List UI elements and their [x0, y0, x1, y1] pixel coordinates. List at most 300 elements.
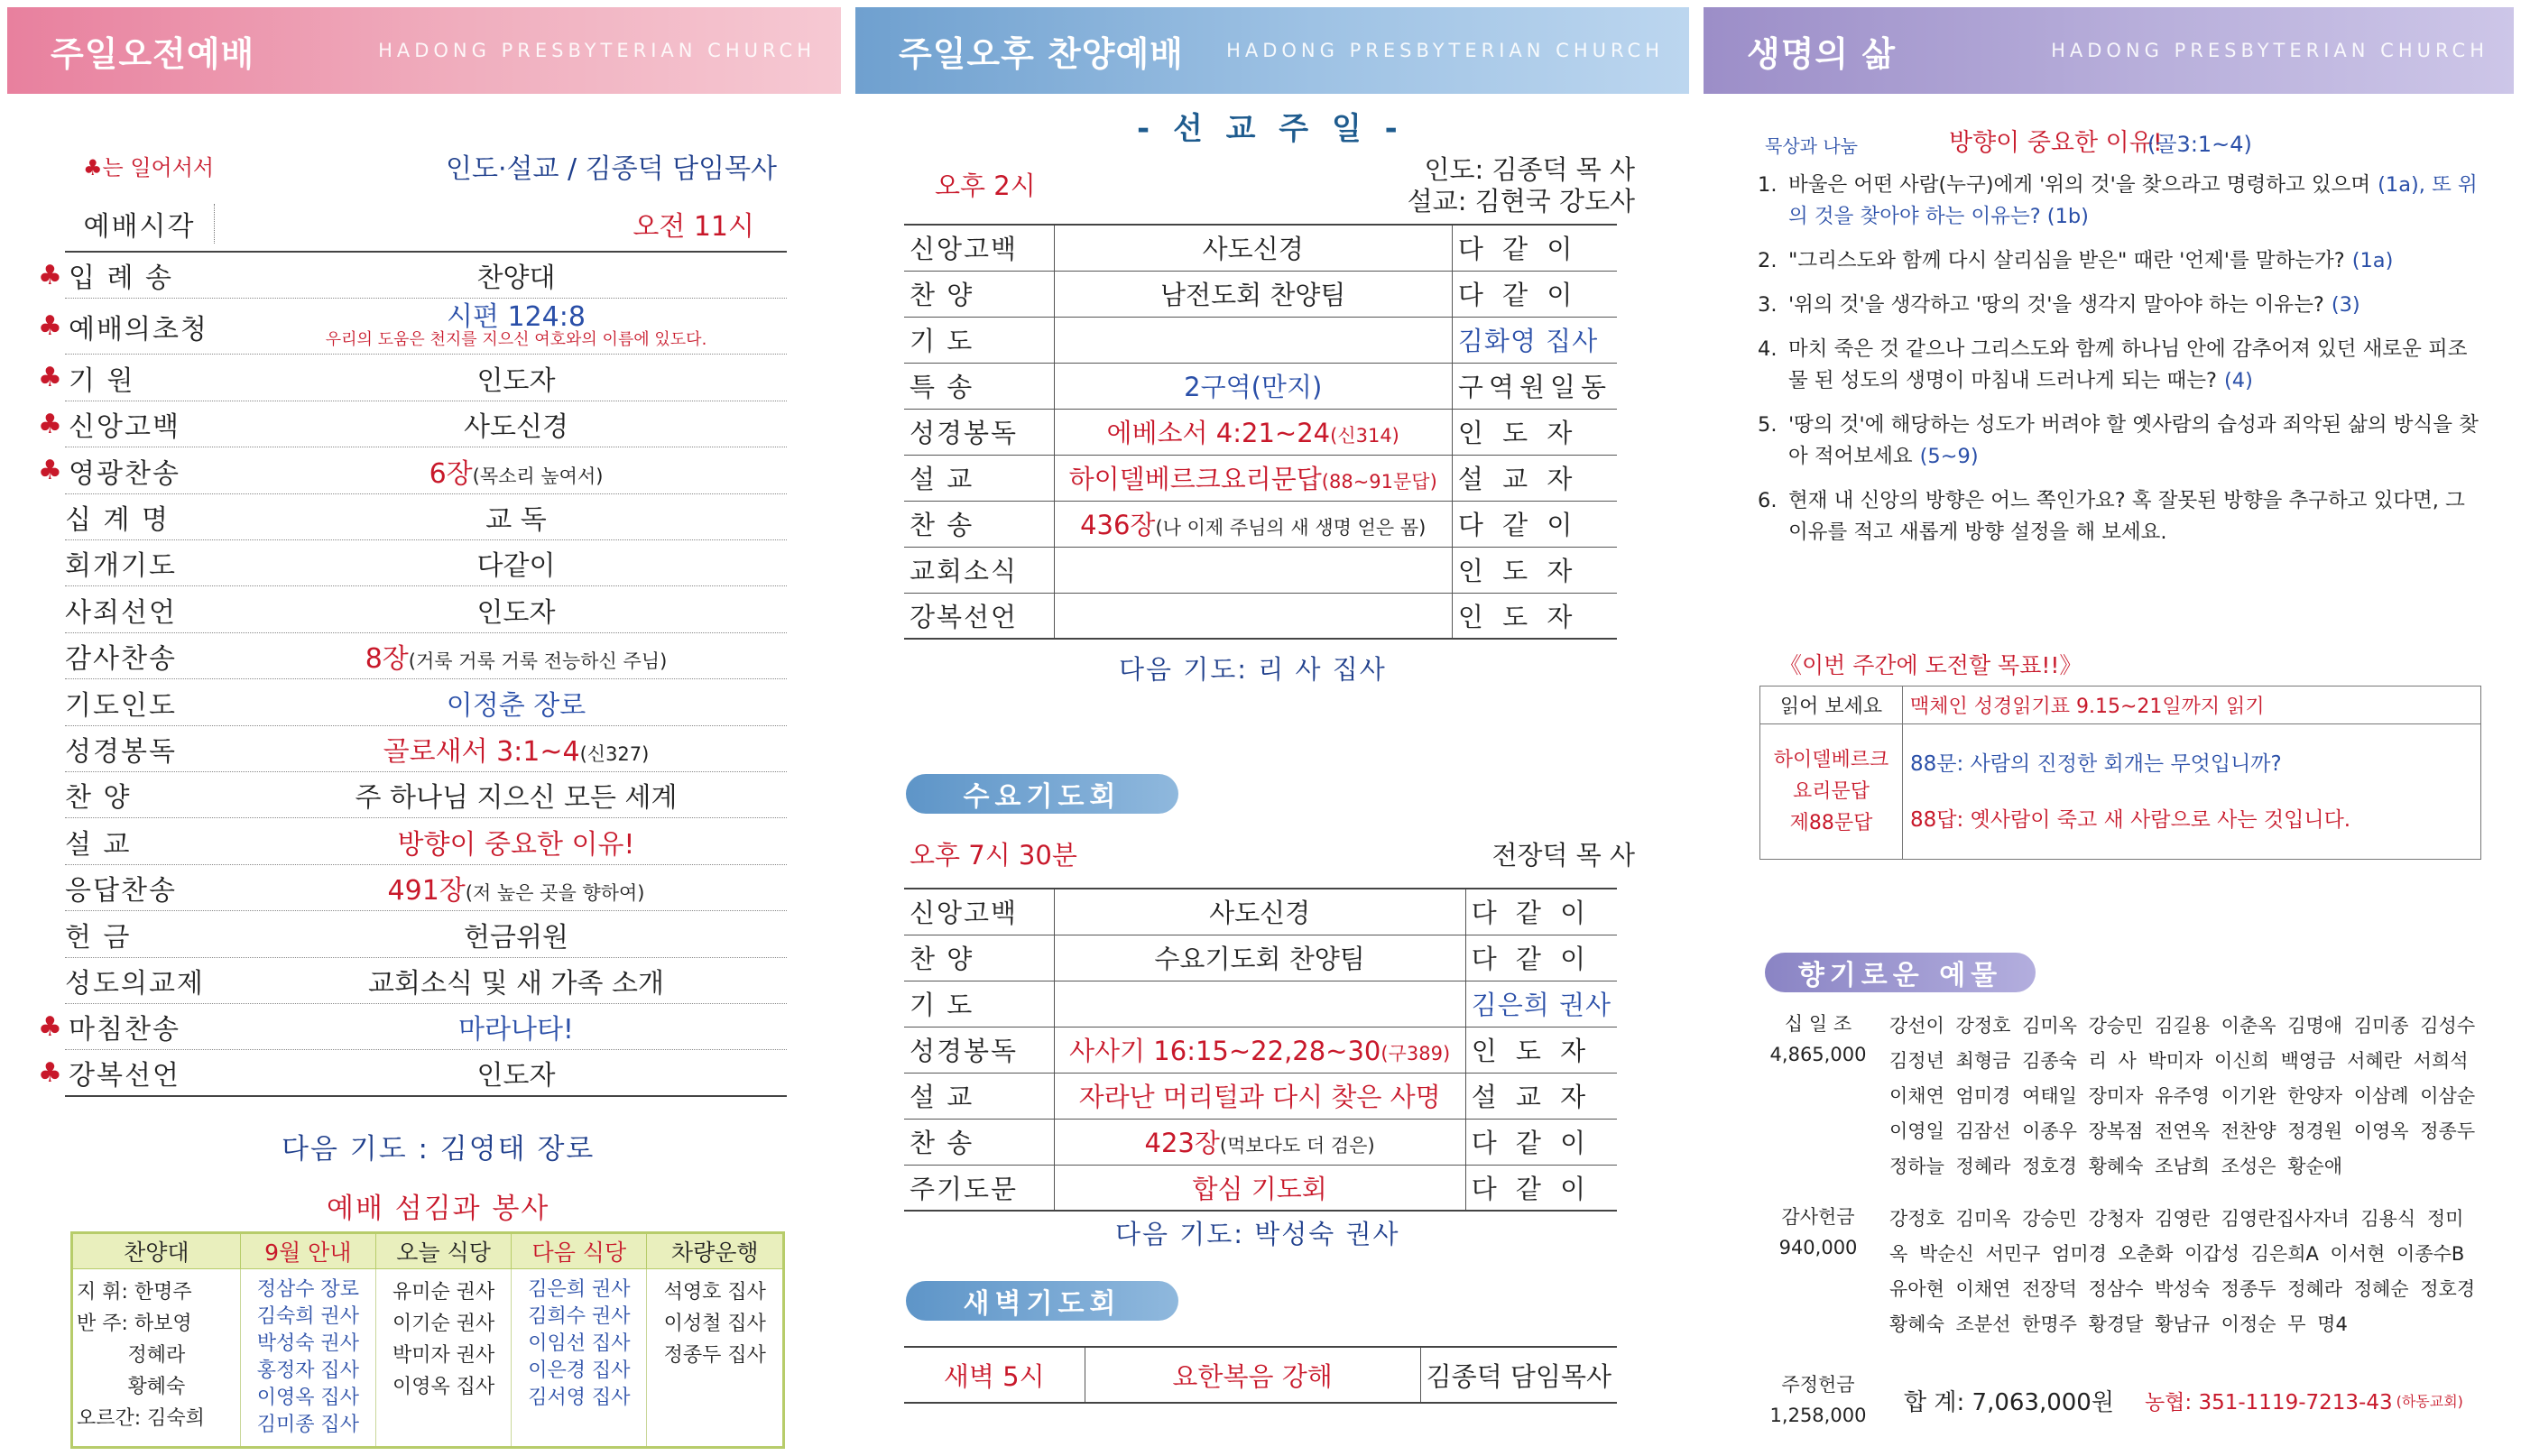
service-name: 오르간: 김숙희 — [77, 1407, 205, 1430]
order-person: 인 도 자 — [1452, 409, 1617, 455]
question-number: 2. — [1758, 249, 1778, 272]
order-label: 헌 금 — [65, 921, 132, 954]
next-prayer: 다음 기도 : 김영태 장로 — [282, 1133, 596, 1166]
morning-service-panel — [0, 0, 848, 1456]
order-person: 다 같 이 — [1465, 1165, 1617, 1211]
order-note: (88~91문답) — [1321, 471, 1437, 493]
tithe-label: 십 일 조 — [1784, 1013, 1852, 1035]
order-value-text: 에베소서 4:21~24 — [1106, 418, 1331, 448]
service-name: 유미순 권사 — [392, 1281, 495, 1304]
order-label: 신앙고백 — [904, 889, 1054, 935]
stand-note: ♣는 일어서서 — [83, 155, 215, 180]
catechism-label-line1: 하이델베르크 — [1773, 749, 1889, 771]
meditation-question — [1758, 485, 2479, 548]
afternoon-service-header — [855, 7, 1689, 94]
meditation-question — [1758, 245, 2479, 277]
service-name: 이성철 집사 — [663, 1313, 766, 1335]
order-person: 인 도 자 — [1452, 547, 1617, 593]
order-person: 다 같 이 — [1465, 935, 1617, 981]
order-row — [904, 501, 1617, 547]
bank-account: 농협: 351-1119-7213-43 — [2144, 1390, 2393, 1415]
meditation-question — [1758, 334, 2479, 397]
dawn-time: 새벽 5시 — [904, 1347, 1085, 1403]
question-ref: (4) — [2223, 369, 2253, 392]
order-label-cell — [65, 822, 245, 862]
catechism-label — [1760, 724, 1903, 860]
service-time-row — [65, 197, 787, 253]
service-time-label: 예배시각 — [65, 204, 215, 244]
order-value-cell — [245, 683, 787, 723]
order-value: 교회소식 및 새 가족 소개 — [368, 968, 664, 1000]
question-number: 4. — [1758, 337, 1778, 361]
order-person: 구역원일동 — [1452, 363, 1617, 409]
service-header: 차량운행 — [647, 1233, 784, 1269]
order-value-cell — [245, 822, 787, 862]
service-column — [240, 1269, 375, 1448]
order-label-cell — [65, 961, 245, 1000]
offering-total: 합 계: 7,063,000원 — [1904, 1388, 2114, 1416]
service-header: 다음 식당 — [512, 1233, 647, 1269]
order-value — [1054, 225, 1452, 271]
club-icon: ♣ — [38, 362, 64, 394]
order-label: 찬 양 — [65, 782, 132, 815]
catechism-label-line2: 요리문답 — [1792, 780, 1870, 803]
order-value-cell — [245, 358, 787, 398]
thanks-label: 감사헌금 — [1781, 1206, 1855, 1228]
order-label: 회개기도 — [65, 550, 177, 583]
order-value — [1054, 1119, 1465, 1165]
order-person: 설 교 자 — [1452, 455, 1617, 501]
order-value-text: 사도신경 — [1202, 234, 1304, 265]
order-value — [1054, 363, 1452, 409]
question-ref: (5~9) — [1919, 445, 1979, 468]
bank-note: (하동교회) — [2396, 1392, 2463, 1410]
service-header: 오늘 식당 — [375, 1233, 511, 1269]
order-row — [38, 1004, 787, 1050]
order-value — [1054, 317, 1452, 363]
order-label: 성경봉독 — [65, 736, 177, 768]
order-value-cell — [245, 1053, 787, 1092]
order-label-cell — [65, 497, 245, 537]
thanks-section — [1759, 1202, 2481, 1342]
service-name: 황혜숙 — [127, 1376, 186, 1398]
service-column — [72, 1269, 241, 1448]
order-label: 응답찬송 — [65, 875, 177, 908]
afternoon-service-panel — [848, 0, 1696, 1456]
tithe-names: 강선이 강정호 김미옥 강승민 김길용 이춘옥 김명애 김미종 김성수 김정년 최형금 김종숙 리 사 박미자 이신희 백영금 서혜란 서희석 이채연 엄미경 여태일 장미자 유주영 이기완 한양자 이삼례 이삼순 이영일 김잠선 이종우 장복점 전연옥 전찬양 정경원 이영옥 정종두 정하늘 정혜라 정호경 황혜숙 조남희 조성은 황순애 — [1889, 1015, 2476, 1177]
service-name: 이기순 권사 — [392, 1313, 495, 1335]
catechism-question: 88문: 사람의 진정한 회개는 무엇입니까? — [1910, 751, 2282, 776]
order-label-cell — [38, 1007, 245, 1046]
service-column — [512, 1269, 647, 1448]
meditation-title: 방향이 중요한 이유! — [1949, 129, 2163, 157]
dawn-prayer-table — [904, 1346, 1617, 1404]
order-value: 마라나타! — [458, 1014, 574, 1046]
order-value: 찬양대 — [476, 263, 556, 294]
service-name: 이은경 집사 — [528, 1359, 631, 1382]
order-label: 설 교 — [65, 828, 132, 861]
order-value: 491장 — [387, 875, 466, 908]
order-value-cell — [245, 543, 787, 583]
order-label: 감사찬송 — [65, 643, 177, 676]
order-row — [38, 253, 787, 299]
question-number: 6. — [1758, 489, 1778, 512]
order-label: 찬 송 — [904, 501, 1054, 547]
order-note: (신314) — [1330, 425, 1399, 447]
order-note: (목소리 높여서) — [472, 465, 604, 487]
weekly-goal-table — [1759, 686, 2481, 860]
church-name-label: HADONG PRESBYTERIAN CHURCH — [2051, 40, 2489, 61]
service-name: 이영옥 집사 — [392, 1376, 495, 1398]
order-value: 인도자 — [476, 596, 556, 629]
order-row — [904, 1165, 1617, 1211]
service-name: 김서영 집사 — [528, 1387, 631, 1409]
order-row — [904, 271, 1617, 317]
afternoon-service-title: 주일오후 찬양예배 — [899, 33, 1184, 74]
life-title: 생명의 삶 — [1747, 33, 1897, 74]
order-label: 십 계 명 — [65, 504, 171, 536]
order-value-cell — [245, 729, 787, 769]
service-name: 정종두 집사 — [663, 1344, 766, 1367]
order-person: 다 같 이 — [1465, 889, 1617, 935]
order-label-cell — [65, 729, 245, 769]
order-person: 다 같 이 — [1452, 271, 1617, 317]
order-row — [904, 593, 1617, 639]
service-header: 찬양대 — [72, 1233, 241, 1269]
order-note: (거룩 거룩 거룩 전능하신 주님) — [408, 650, 668, 673]
question-text: 현재 내 신앙의 방향은 어느 쪽인가요? 혹 잘못된 방향을 추구하고 있다면, 그 이유를 적고 새롭게 방향 설정을 해 보세요. — [1788, 489, 2465, 544]
order-label-cell — [65, 590, 245, 630]
service-time-value: 오전 11시 — [633, 211, 754, 243]
order-row — [38, 299, 787, 355]
order-value-cell — [245, 961, 787, 1000]
order-label: 찬 양 — [904, 271, 1054, 317]
service-name: 김미종 집사 — [256, 1414, 359, 1436]
order-label: 입 례 송 — [69, 263, 174, 294]
order-row — [904, 409, 1617, 455]
question-text: 바울은 어떤 사람(누구)에게 '위의 것'을 찾으라고 명령하고 있으며 — [1788, 173, 2371, 197]
order-row — [65, 680, 787, 726]
meditation-label: 묵상과 나눔 — [1765, 135, 1858, 157]
order-label: 신앙고백 — [69, 411, 180, 444]
order-value: 인도자 — [476, 364, 556, 397]
order-label-cell — [65, 636, 245, 676]
order-row — [38, 1051, 787, 1097]
meditation-question — [1758, 410, 2479, 473]
order-label: 예배의초청 — [69, 313, 208, 346]
order-value: 교 독 — [485, 504, 547, 536]
order-label: 설 교 — [904, 455, 1054, 501]
order-label: 성경봉독 — [904, 409, 1054, 455]
order-label-cell — [38, 1053, 245, 1092]
tithe-amount: 4,865,000 — [1769, 1044, 1867, 1065]
order-row — [38, 401, 787, 447]
order-label: 찬 송 — [904, 1119, 1054, 1165]
tithe-section — [1759, 1009, 2481, 1184]
order-value-cell — [245, 915, 787, 954]
service-name: 홍정자 집사 — [256, 1359, 359, 1382]
morning-service-title: 주일오전예배 — [51, 33, 255, 74]
order-row — [904, 455, 1617, 501]
service-name: 박미자 권사 — [392, 1344, 495, 1367]
order-value-text: 합심 기도회 — [1192, 1173, 1327, 1204]
service-column — [647, 1269, 784, 1448]
order-note: (구389) — [1381, 1043, 1451, 1064]
order-value — [1054, 547, 1452, 593]
order-label-cell — [65, 915, 245, 954]
thanks-amount: 940,000 — [1778, 1237, 1858, 1258]
order-label: 강복선언 — [904, 593, 1054, 639]
afternoon-next-prayer: 다음 기도: 리 사 집사 — [1119, 654, 1387, 685]
order-label-cell — [38, 307, 245, 346]
service-name: 이영옥 집사 — [256, 1387, 359, 1409]
order-value-cell — [245, 255, 787, 295]
meditation-ref: (골3:1~4) — [2147, 132, 2252, 157]
offering-badge: 향기로운 예물 — [1765, 953, 2036, 992]
order-row — [904, 547, 1617, 593]
wednesday-time: 오후 7시 30분 — [910, 840, 1077, 871]
order-row — [904, 1119, 1617, 1165]
service-name: 김은희 권사 — [528, 1278, 631, 1301]
order-person: 인 도 자 — [1452, 593, 1617, 639]
meditation-question — [1758, 170, 2479, 233]
order-value-cell — [245, 497, 787, 537]
order-label: 주기도문 — [904, 1165, 1054, 1211]
club-icon: ♣ — [38, 310, 64, 343]
club-icon: ♣ — [38, 408, 64, 440]
service-name: 박성숙 권사 — [256, 1332, 359, 1355]
order-value — [1054, 271, 1452, 317]
service-name: 김숙희 권사 — [256, 1305, 359, 1328]
order-value — [1054, 409, 1452, 455]
order-value-cell — [245, 1007, 787, 1046]
order-row — [65, 633, 787, 679]
order-label: 교회소식 — [904, 547, 1054, 593]
order-label-cell — [38, 255, 245, 295]
order-label: 기도인도 — [65, 689, 177, 722]
afternoon-leader: 인도: 김종덕 목 사 — [1424, 154, 1635, 185]
order-label: 기 도 — [904, 317, 1054, 363]
club-icon: ♣ — [38, 1056, 64, 1089]
order-value: 이정춘 장로 — [446, 689, 586, 722]
order-value-cell — [245, 404, 787, 444]
service-name: 이임선 집사 — [528, 1332, 631, 1355]
order-value — [1054, 593, 1452, 639]
wednesday-next-prayer: 다음 기도: 박성숙 권사 — [1115, 1219, 1400, 1249]
order-person: 다 같 이 — [1465, 1119, 1617, 1165]
dawn-leader: 김종덕 담임목사 — [1420, 1347, 1617, 1403]
weekly-label: 주정헌금 — [1781, 1374, 1855, 1396]
meditation-questions — [1758, 170, 2479, 561]
order-label: 사죄선언 — [65, 596, 177, 629]
order-value-cell — [245, 451, 787, 491]
order-value: 8장 — [365, 643, 409, 676]
order-value-text: 자라난 머리털과 다시 찾은 사명 — [1078, 1082, 1441, 1112]
catechism-answer: 88답: 옛사람이 죽고 새 사람으로 사는 것입니다. — [1910, 807, 2351, 832]
order-value-cell — [245, 590, 787, 630]
question-ref: (1a) — [2351, 249, 2394, 272]
order-value — [1054, 889, 1465, 935]
question-text: "그리스도와 함께 다시 살리심을 받은" 때란 '언제'를 말하는가? — [1788, 249, 2345, 272]
goal-title: 《이번 주간에 도전할 목표!!》 — [1779, 652, 2082, 678]
order-value-cell — [245, 300, 787, 349]
order-row — [65, 494, 787, 540]
order-value-text: 남전도회 찬양팀 — [1160, 280, 1346, 310]
order-value-text: 436장 — [1080, 510, 1156, 540]
question-ref: (1a), 또 위의 것을 찾아야 하는 이유는? (1b) — [1788, 173, 2478, 228]
order-value-cell — [245, 775, 787, 815]
order-value: 골로새서 3:1~4 — [383, 736, 580, 768]
order-row — [65, 726, 787, 772]
question-number: 5. — [1758, 413, 1778, 437]
service-name: 반 주: 하보영 — [77, 1313, 192, 1335]
order-note: 우리의 도움은 천지를 지으신 여호와의 이름에 있도다. — [325, 329, 707, 349]
order-row — [904, 225, 1617, 271]
question-ref: (3) — [2331, 293, 2360, 317]
order-label: 영광찬송 — [69, 457, 180, 490]
order-value — [1054, 1165, 1465, 1211]
service-name: 석영호 집사 — [663, 1281, 766, 1304]
order-person: 김은희 권사 — [1465, 981, 1617, 1027]
order-label-cell — [38, 358, 245, 398]
order-note: (신327) — [579, 743, 650, 765]
order-value-text: 2구역(만지) — [1184, 372, 1323, 402]
order-note: (먹보다도 더 검은) — [1219, 1135, 1375, 1157]
question-text: '땅의 것'에 해당하는 성도가 버려야 할 옛사람의 습성과 죄악된 삶의 방식을 찾아 적어보세요 — [1788, 413, 2479, 468]
order-value — [1054, 1073, 1465, 1119]
order-label: 강복선언 — [69, 1060, 180, 1092]
order-label: 특 송 — [904, 363, 1054, 409]
order-label: 신앙고백 — [904, 225, 1054, 271]
order-value — [1054, 981, 1465, 1027]
order-note: (나 이제 주님의 새 생명 얻은 몸) — [1155, 517, 1427, 539]
order-row — [904, 1073, 1617, 1119]
service-leader: 인도·설교 / 김종덕 담임목사 — [446, 153, 778, 185]
service-header: 9월 안내 — [240, 1233, 375, 1269]
order-row — [65, 819, 787, 865]
order-value: 사도신경 — [464, 411, 568, 444]
order-value: 방향이 중요한 이유! — [397, 828, 635, 861]
order-value-text: 사사기 16:15~22,28~30 — [1069, 1036, 1381, 1066]
order-row — [65, 958, 787, 1004]
life-panel — [1696, 0, 2521, 1456]
order-value — [1054, 1027, 1465, 1073]
order-person: 다 같 이 — [1452, 225, 1617, 271]
service-name: 김희수 권사 — [528, 1305, 631, 1328]
service-name: 정혜라 — [127, 1344, 186, 1367]
dawn-text: 요한복음 강해 — [1085, 1347, 1420, 1403]
question-text: 마치 죽은 것 같으나 그리스도와 함께 하나님 안에 감추어져 있던 새로운 피조물 된 성도의 생명이 마침내 드러나게 되는 때는? — [1788, 337, 2468, 392]
service-roles-table — [70, 1231, 785, 1449]
order-row — [904, 935, 1617, 981]
meditation-question — [1758, 290, 2479, 321]
order-label: 성경봉독 — [904, 1027, 1054, 1073]
order-row — [904, 981, 1617, 1027]
service-name: 지 휘: 한명주 — [77, 1281, 192, 1304]
service-name: 정삼수 장로 — [256, 1278, 359, 1301]
order-label-cell — [65, 683, 245, 723]
order-note: (저 높은 곳을 향하여) — [465, 882, 645, 905]
order-label-cell — [65, 543, 245, 583]
order-value: 헌금위원 — [464, 921, 568, 954]
order-label: 설 교 — [904, 1073, 1054, 1119]
order-value-text: 수요기도회 찬양팀 — [1154, 944, 1365, 974]
question-number: 1. — [1758, 173, 1778, 197]
order-row — [65, 772, 787, 818]
club-icon: ♣ — [38, 455, 64, 487]
read-value: 맥체인 성경읽기표 9.15~21일까지 읽기 — [1903, 687, 2481, 724]
order-label: 기 원 — [69, 364, 135, 397]
dawn-prayer-badge: 새벽기도회 — [906, 1281, 1178, 1321]
catechism-label-line3: 제88문답 — [1789, 812, 1873, 834]
order-label-cell — [65, 868, 245, 908]
afternoon-order-table — [904, 224, 1617, 640]
order-person: 김화영 집사 — [1452, 317, 1617, 363]
order-label-cell — [65, 775, 245, 815]
order-value-cell — [245, 636, 787, 676]
mission-sunday-title: - 선 교 주 일 - — [1137, 111, 1404, 147]
order-row — [904, 363, 1617, 409]
church-name-label: HADONG PRESBYTERIAN CHURCH — [1226, 40, 1664, 61]
wednesday-order-table — [904, 888, 1617, 1212]
order-person: 설 교 자 — [1465, 1073, 1617, 1119]
order-row — [65, 865, 787, 911]
morning-service-header — [7, 7, 841, 94]
weekly-section — [1759, 1369, 2481, 1431]
service-roles-title: 예배 섬김과 봉사 — [327, 1193, 550, 1225]
afternoon-time: 오후 2시 — [935, 170, 1036, 201]
life-header — [1704, 7, 2514, 94]
order-label-cell — [38, 451, 245, 491]
order-value — [1054, 935, 1465, 981]
order-label: 기 도 — [904, 981, 1054, 1027]
order-value-text: 하이델베르크요리문답 — [1068, 464, 1322, 494]
question-text: '위의 것'을 생각하고 '땅의 것'을 생각지 말아야 하는 이유는? — [1788, 293, 2324, 317]
order-row — [65, 912, 787, 958]
order-value: 6장 — [429, 457, 473, 490]
wednesday-prayer-badge: 수요기도회 — [906, 774, 1178, 814]
order-value-text: 423장 — [1144, 1128, 1220, 1158]
service-column — [375, 1269, 511, 1448]
church-name-label: HADONG PRESBYTERIAN CHURCH — [378, 40, 816, 61]
order-value: 주 하나님 지으신 모든 세계 — [355, 782, 678, 815]
order-row — [65, 540, 787, 586]
order-label: 성도의교제 — [65, 968, 205, 1000]
order-value: 인도자 — [476, 1060, 556, 1092]
order-person: 다 같 이 — [1452, 501, 1617, 547]
thanks-names: 강정호 김미옥 강승민 강청자 김영란 김영란집사자녀 김용식 정미옥 박순신 서민구 엄미경 오춘화 이갑성 김은희A 이서현 이종수B 유아현 이채연 전장덕 정삼수 박성숙 정종두 정혜라 정혜순 정호경 황혜숙 조분선 한명주 황경달 황남규 이정순 무 명4 — [1889, 1208, 2476, 1335]
afternoon-preacher: 설교: 김현국 강도사 — [1407, 186, 1635, 217]
order-row — [38, 355, 787, 401]
read-label: 읽어 보세요 — [1760, 687, 1903, 724]
order-row — [904, 889, 1617, 935]
order-label: 마침찬송 — [69, 1014, 180, 1046]
order-value: 다같이 — [476, 550, 556, 583]
order-value-cell — [245, 868, 787, 908]
club-icon: ♣ — [38, 1010, 64, 1043]
question-number: 3. — [1758, 293, 1778, 317]
weekly-amount: 1,258,000 — [1769, 1405, 1867, 1426]
wednesday-leader: 전장덕 목 사 — [1491, 840, 1635, 871]
order-value — [1054, 501, 1452, 547]
order-row — [38, 448, 787, 494]
order-row — [65, 587, 787, 633]
club-icon: ♣ — [38, 259, 64, 291]
order-value: 시편 124:8 — [447, 300, 586, 333]
order-value — [1054, 455, 1452, 501]
order-label: 찬 양 — [904, 935, 1054, 981]
order-row — [904, 317, 1617, 363]
